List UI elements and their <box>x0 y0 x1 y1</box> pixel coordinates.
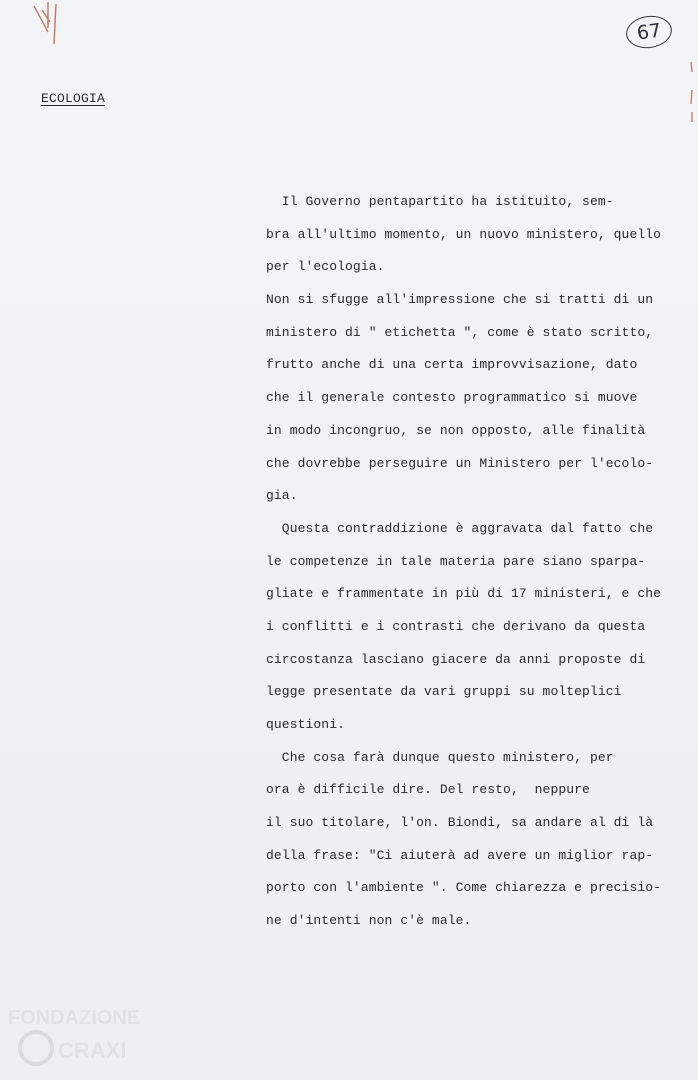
text-line: che dovrebbe perseguire un Ministero per l'ecolo- <box>266 455 654 471</box>
text-line: circostanza lasciano giacere da anni proposte di <box>266 651 646 667</box>
page-number-stamp: 67 <box>624 13 674 51</box>
text-line: legge presentate da vari gruppi su molteplici <box>266 684 622 700</box>
text-line: porto con l'ambiente ". Come chiarezza e precisio- <box>266 880 662 896</box>
text-line: ora è difficile dire. Del resto, neppure <box>266 782 590 798</box>
text-line: della frase: "Ci aiuterà ad avere un miglior rap- <box>266 847 654 863</box>
text-line: Il Governo pentapartito ha istituito, sem- <box>266 194 614 209</box>
edge-ink-mark <box>688 60 696 130</box>
text-line: frutto anche di una certa improvvisazione, dato <box>266 357 638 373</box>
text-line: ministero di " etichetta ", come è stato scritto, <box>266 324 654 340</box>
text-line: il suo titolare, l'on. Biondi, sa andare al di là <box>266 815 654 831</box>
text-line: bra all'ultimo momento, un nuovo ministero, quello <box>266 226 662 242</box>
text-line: le competenze in tale materia pare siano sparpa- <box>266 553 646 569</box>
text-line: Questa contraddizione è aggravata dal fatto che <box>266 520 654 536</box>
text-line: i conflitti e i contrasti che derivano da questa <box>266 618 646 634</box>
text-line: gia. <box>266 488 298 504</box>
text-line: in modo incongruo, se non opposto, alle finalità <box>266 422 646 438</box>
watermark-line2: CRAXI <box>58 1038 127 1063</box>
text-line: ne d'intenti non c'è male. <box>266 913 472 929</box>
foundation-watermark <box>6 1002 171 1070</box>
text-line: Non si sfugge all'impressione che si tratti di un <box>266 292 654 308</box>
text-line: per l'ecologia. <box>266 259 385 275</box>
body-text <box>266 186 686 938</box>
corner-ink-mark <box>26 0 78 50</box>
text-line: gliate e frammentate in più di 17 ministeri, e che <box>266 586 662 602</box>
text-line: che il generale contesto programmatico si muove <box>266 390 638 406</box>
text-line: Che cosa farà dunque questo ministero, per <box>266 749 614 765</box>
text-line: questioni. <box>266 717 346 732</box>
watermark-line1: FONDAZIONE <box>8 1007 141 1029</box>
document-heading: ECOLOGIA <box>41 91 106 106</box>
